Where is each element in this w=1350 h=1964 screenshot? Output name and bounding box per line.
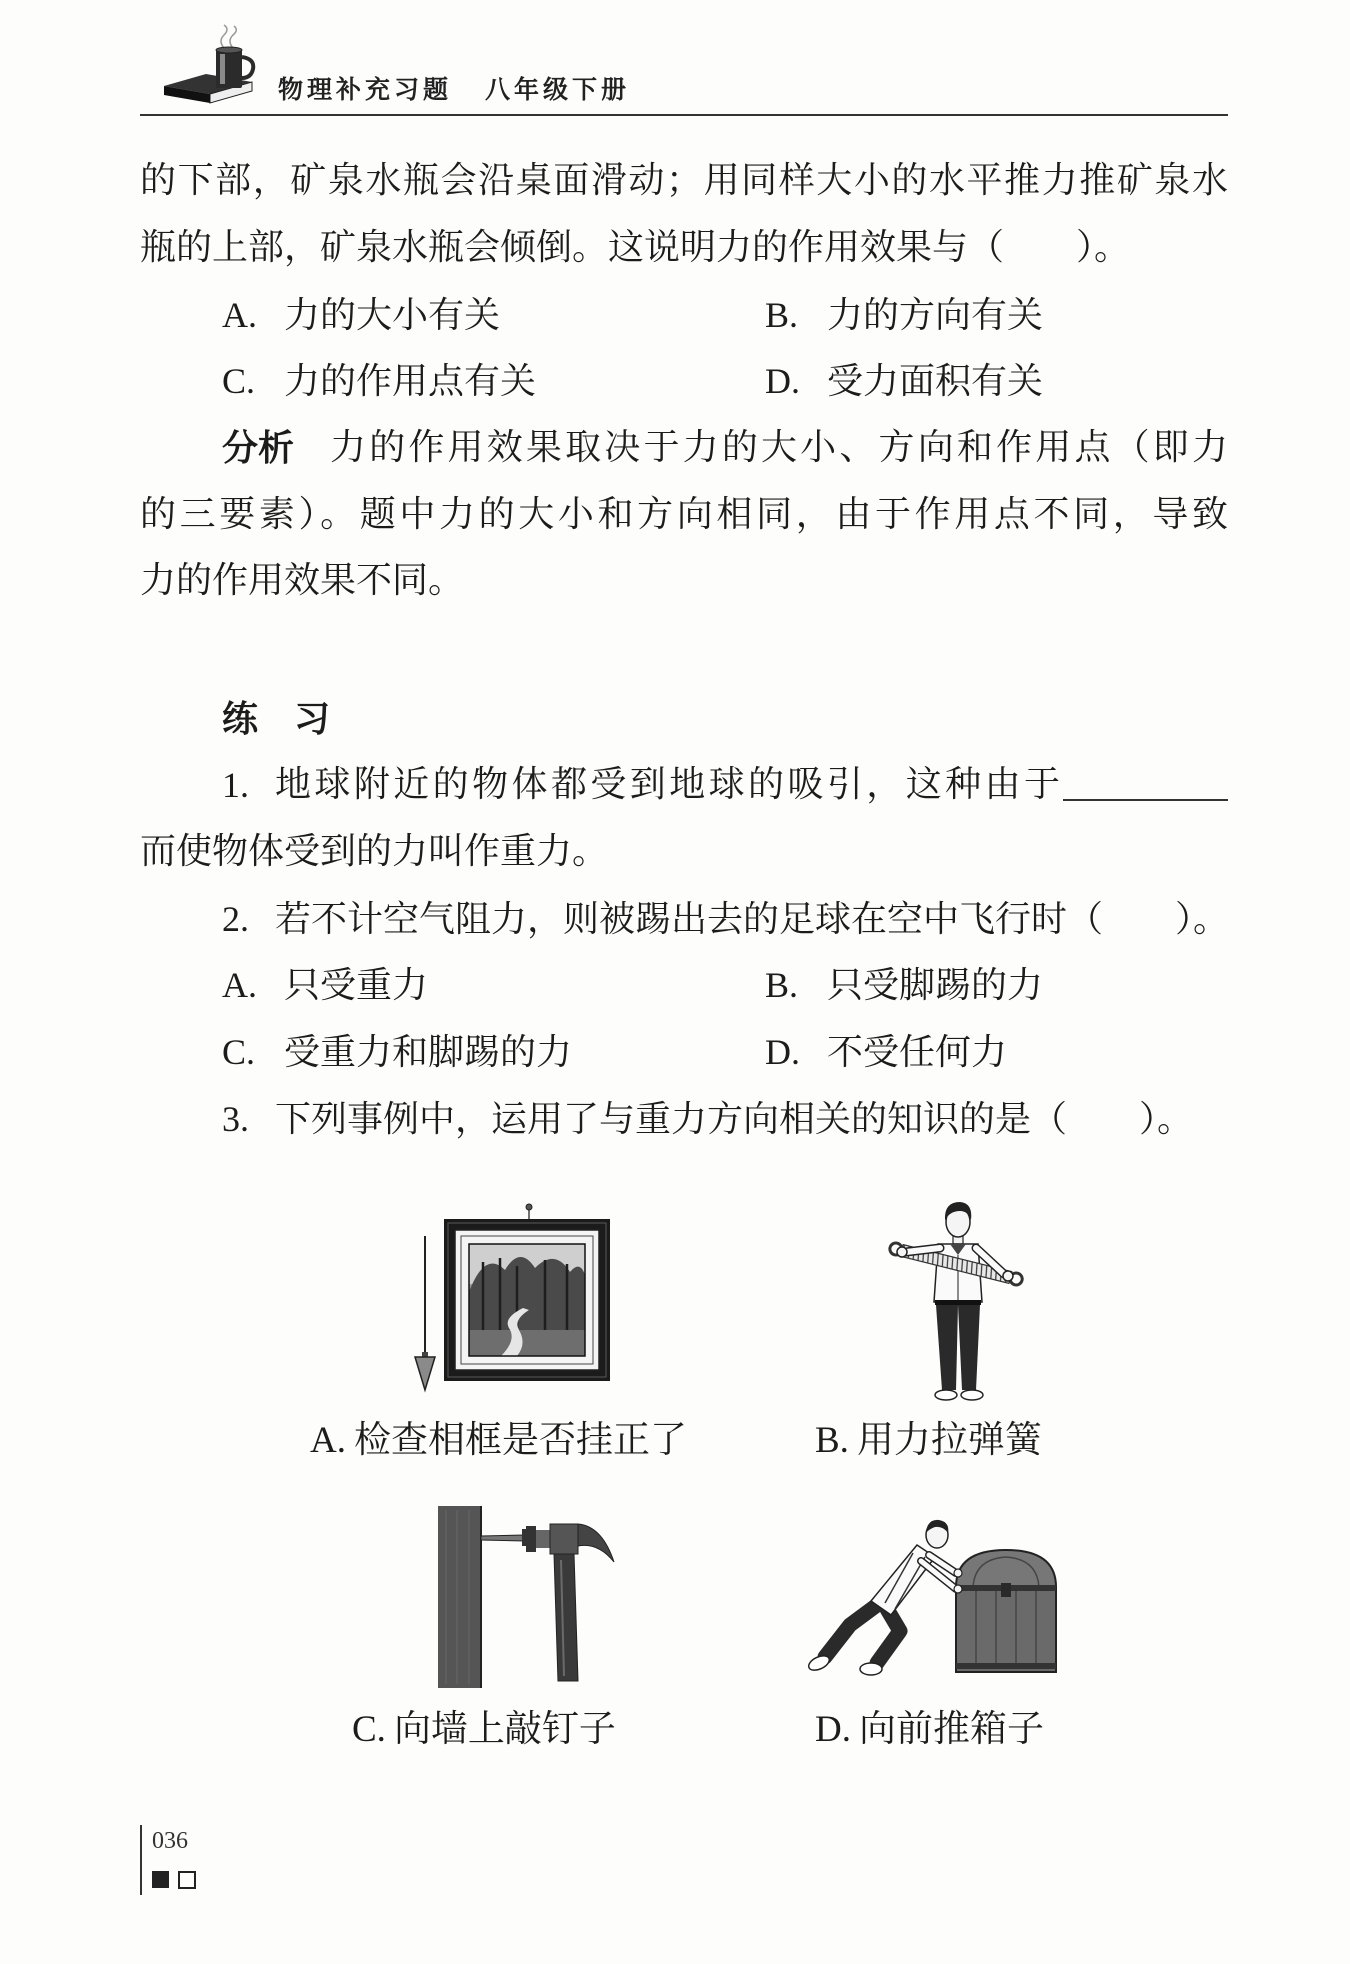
question-text: 而使物体受到的力叫作重力。 — [140, 831, 609, 872]
figure-c-caption — [352, 1696, 616, 1762]
question-2-option-a — [222, 952, 428, 1018]
header-grade: 八年级下册 — [485, 75, 631, 104]
option-text: 力的方向有关 — [827, 295, 1044, 336]
question-text: 地球附近的物体都受到地球的吸引，这种由于 — [275, 764, 1060, 805]
example-option-a — [222, 282, 500, 348]
option-text: 只受重力 — [284, 965, 429, 1006]
option-text: 不受任何力 — [827, 1032, 1008, 1073]
book-and-mug-icon — [160, 26, 260, 110]
question-2-option-d — [765, 1019, 1007, 1085]
question-3-line — [222, 1086, 1193, 1152]
page-number: 036 — [152, 1828, 188, 1854]
figure-a-caption — [310, 1407, 687, 1473]
caption-label: A. — [310, 1420, 346, 1461]
question-text: 下列事例中，运用了与重力方向相关的知识的是（ ）。 — [275, 1099, 1194, 1140]
option-text: 受力面积有关 — [827, 361, 1044, 402]
plumb-line — [415, 1236, 435, 1390]
option-label: D. — [765, 1032, 800, 1072]
header-rule — [140, 114, 1228, 116]
caption-text: 检查相框是否挂正了 — [353, 1418, 687, 1461]
analysis-first-line — [222, 415, 1228, 481]
example-option-b — [765, 282, 1043, 348]
question-number: 3. — [222, 1099, 249, 1139]
hammer — [526, 1524, 614, 1681]
wall — [438, 1506, 481, 1688]
figure-a-plumb-line-frame — [405, 1200, 620, 1395]
caption-label: B. — [815, 1420, 849, 1461]
person — [934, 1202, 983, 1400]
option-label: B. — [765, 965, 799, 1005]
option-text: 受重力和脚踢的力 — [284, 1032, 573, 1073]
figure-c-hammer-nail-wall — [430, 1500, 625, 1695]
option-label: C. — [222, 1032, 256, 1072]
question-number: 1. — [222, 765, 249, 805]
figure-d-caption — [815, 1696, 1044, 1762]
figure-b-person-stretching-spring — [880, 1190, 1030, 1415]
analysis-text: 的三要素）。题中力的大小和方向相同，由于作用点不同，导致 — [140, 494, 1228, 535]
question-1-line — [222, 752, 1060, 818]
analysis-label: 分析 — [222, 427, 295, 469]
person — [806, 1520, 962, 1675]
figure-b-caption — [815, 1407, 1042, 1473]
question-2-line — [222, 886, 1229, 952]
box — [956, 1550, 1056, 1672]
analysis-text: 力的作用效果不同。 — [140, 560, 465, 601]
option-label: C. — [222, 361, 256, 401]
caption-label: D. — [815, 1709, 851, 1750]
picture-frame — [444, 1219, 610, 1381]
caption-label: C. — [352, 1709, 386, 1750]
example-option-c — [222, 348, 536, 414]
analysis-text: 力的作用效果取决于力的大小、方向和作用点（即力 — [330, 427, 1228, 468]
header-series-title: 物理补充习题 — [278, 75, 453, 104]
answer-blank — [1063, 799, 1228, 801]
question-number: 2. — [222, 899, 249, 939]
option-text: 力的作用点有关 — [284, 361, 537, 402]
option-label: D. — [765, 361, 800, 401]
example-stem-line: 的下部，矿泉水瓶会沿桌面滑动；用同样大小的水平推力推矿泉水 — [140, 160, 1228, 201]
option-label: A. — [222, 295, 257, 335]
option-label: A. — [222, 965, 257, 1005]
filled-square-mark — [152, 1871, 169, 1888]
question-text: 若不计空气阻力，则被踢出去的足球在空中飞行时（ ）。 — [275, 899, 1230, 940]
practice-heading: 练 习 — [222, 698, 331, 740]
caption-text: 向墙上敲钉子 — [393, 1707, 616, 1750]
option-text: 只受脚踢的力 — [827, 965, 1044, 1006]
footer-rule — [140, 1825, 142, 1895]
empty-square-mark — [178, 1871, 196, 1889]
question-2-option-b — [765, 952, 1043, 1018]
caption-text: 向前推箱子 — [858, 1707, 1044, 1750]
example-stem-line: 瓶的上部，矿泉水瓶会倾倒。这说明力的作用效果与（ ）。 — [140, 227, 1131, 268]
question-2-option-c — [222, 1019, 572, 1085]
figure-d-person-pushing-box — [805, 1505, 1065, 1685]
example-option-d — [765, 348, 1043, 414]
wall-nail — [526, 1204, 532, 1219]
nail — [481, 1529, 526, 1546]
option-label: B. — [765, 295, 799, 335]
caption-text: 用力拉弹簧 — [856, 1418, 1042, 1461]
option-text: 力的大小有关 — [284, 295, 501, 336]
